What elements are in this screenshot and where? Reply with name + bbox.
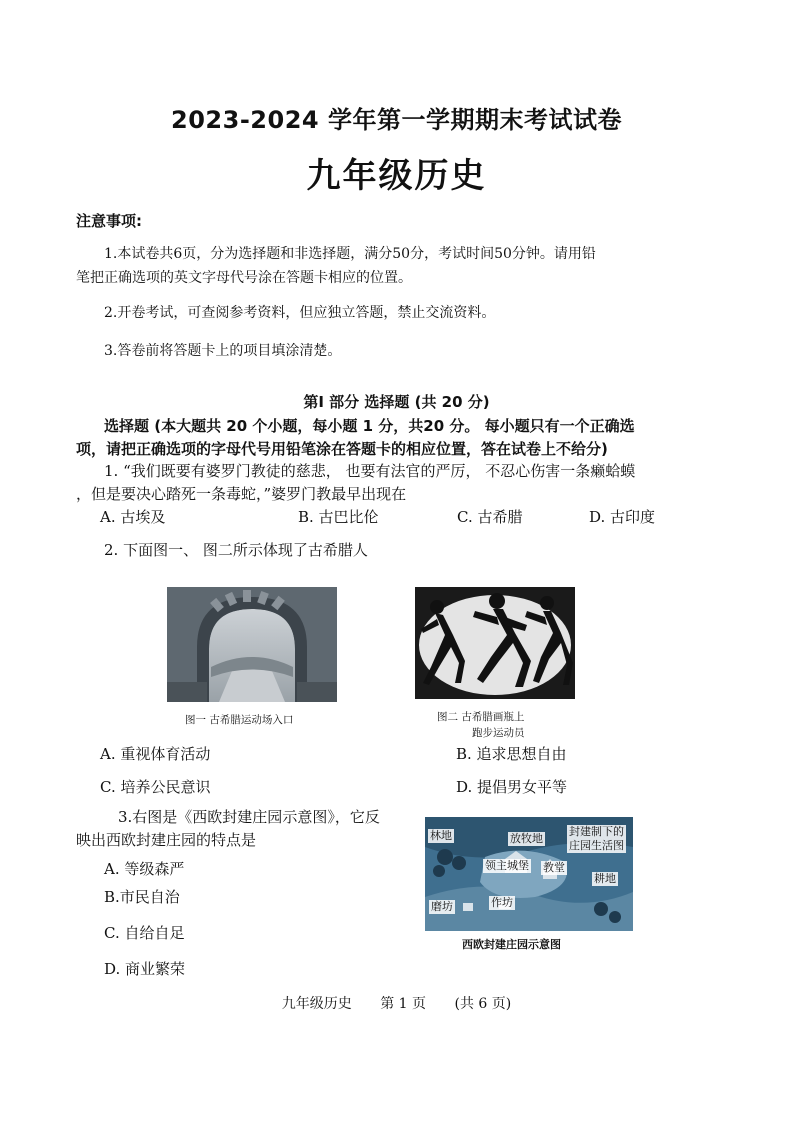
q2-stem: 2. 下面图一、 图二所示体现了古希腊人 xyxy=(104,541,368,559)
notes-heading: 注意事项: xyxy=(76,212,142,230)
figure-stadium-entrance xyxy=(167,587,337,702)
manor-map xyxy=(425,817,633,931)
note-item-1-cont: 笔把正确选项的英文字母代号涂在答题卡相应的位置。 xyxy=(76,270,412,286)
q3-stem-line-2: 映出西欧封建庄园的特点是 xyxy=(76,831,257,849)
q2-option-a: A. 重视体育活动 xyxy=(100,745,211,763)
map-label-farmland: 耕地 xyxy=(594,872,616,885)
q3-option-d: D. 商业繁荣 xyxy=(104,960,186,978)
page-footer xyxy=(0,993,793,1013)
map-title-line-2: 庄园生活图 xyxy=(569,839,624,852)
exam-subject-title: 九年级历史 xyxy=(306,156,487,196)
map-label-workshop: 作坊 xyxy=(491,896,513,909)
vase-runners-image xyxy=(415,587,575,699)
q3-option-a: A. 等级森严 xyxy=(104,860,185,878)
q3-option-b: B.市民自治 xyxy=(104,888,180,906)
q1-option-a: A. 古埃及 xyxy=(100,508,166,526)
q3-option-c: C. 自给自足 xyxy=(104,924,185,942)
q1-stem-line-1: 1. “我们既要有婆罗门教徒的慈悲， 也要有法官的严厉， 不忍心伤害一条癞蛤蟆 xyxy=(104,462,636,480)
q1-option-d: D. 古印度 xyxy=(589,508,656,526)
q1-option-b: B. 古巴比伦 xyxy=(298,508,379,526)
map-title-line-1: 封建制下的 xyxy=(569,825,624,838)
note-item-1: 1.本试卷共6页，分为选择题和非选择题，满分50分，考试时间50分钟。请用铅 xyxy=(104,246,596,262)
map-label-castle: 领主城堡 xyxy=(485,859,529,872)
stadium-arch-image xyxy=(167,587,337,702)
manor-map-caption: 西欧封建庄园示意图 xyxy=(462,938,561,951)
map-label-church: 教堂 xyxy=(543,861,565,874)
exam-title: 2023-2024 学年第一学期期末考试试卷 xyxy=(171,106,622,134)
note-item-3: 3.答卷前将答题卡上的项目填涂清楚。 xyxy=(104,343,342,359)
q3-stem-line-1: 3.右图是《西欧封建庄园示意图》，它反 xyxy=(118,808,380,826)
map-label-pasture: 放牧地 xyxy=(510,832,543,845)
q1-option-c: C. 古希腊 xyxy=(457,508,523,526)
figure-2-caption-line-2: 跑步运动员 xyxy=(472,727,525,739)
note-item-2: 2.开卷考试，可查阅参考资料，但应独立答题，禁止交流资料。 xyxy=(104,305,496,321)
map-label-woodland: 林地 xyxy=(430,829,452,842)
instruction-line-1: 选择题 (本大题共 20 个小题，每小题 1 分，共20 分。 每小题只有一个正确选 xyxy=(104,417,635,435)
figure-2-caption-line-1: 图二 古希腊画瓶上 xyxy=(437,711,525,723)
footer-page-number: 第 1 页 xyxy=(380,996,427,1012)
part-title: 第Ⅰ 部分 选择题 (共 20 分) xyxy=(303,393,490,411)
q1-stem-line-2: ，但是要决心踏死一条毒蛇，”婆罗门教最早出现在 xyxy=(76,485,407,503)
q2-option-c: C. 培养公民意识 xyxy=(100,778,211,796)
footer-subject: 九年级历史 xyxy=(281,996,352,1012)
q2-option-b: B. 追求思想自由 xyxy=(456,745,567,763)
map-label-mill: 磨坊 xyxy=(431,900,453,913)
instruction-line-2: 项，请把正确选项的字母代号用铅笔涂在答题卡的相应位置，答在试卷上不给分) xyxy=(76,440,608,458)
q2-option-d: D. 提倡男女平等 xyxy=(456,778,568,796)
figure-vase-runners xyxy=(415,587,575,699)
footer-total-pages: (共 6 页) xyxy=(454,996,512,1012)
figure-1-caption: 图一 古希腊运动场入口 xyxy=(185,714,294,726)
